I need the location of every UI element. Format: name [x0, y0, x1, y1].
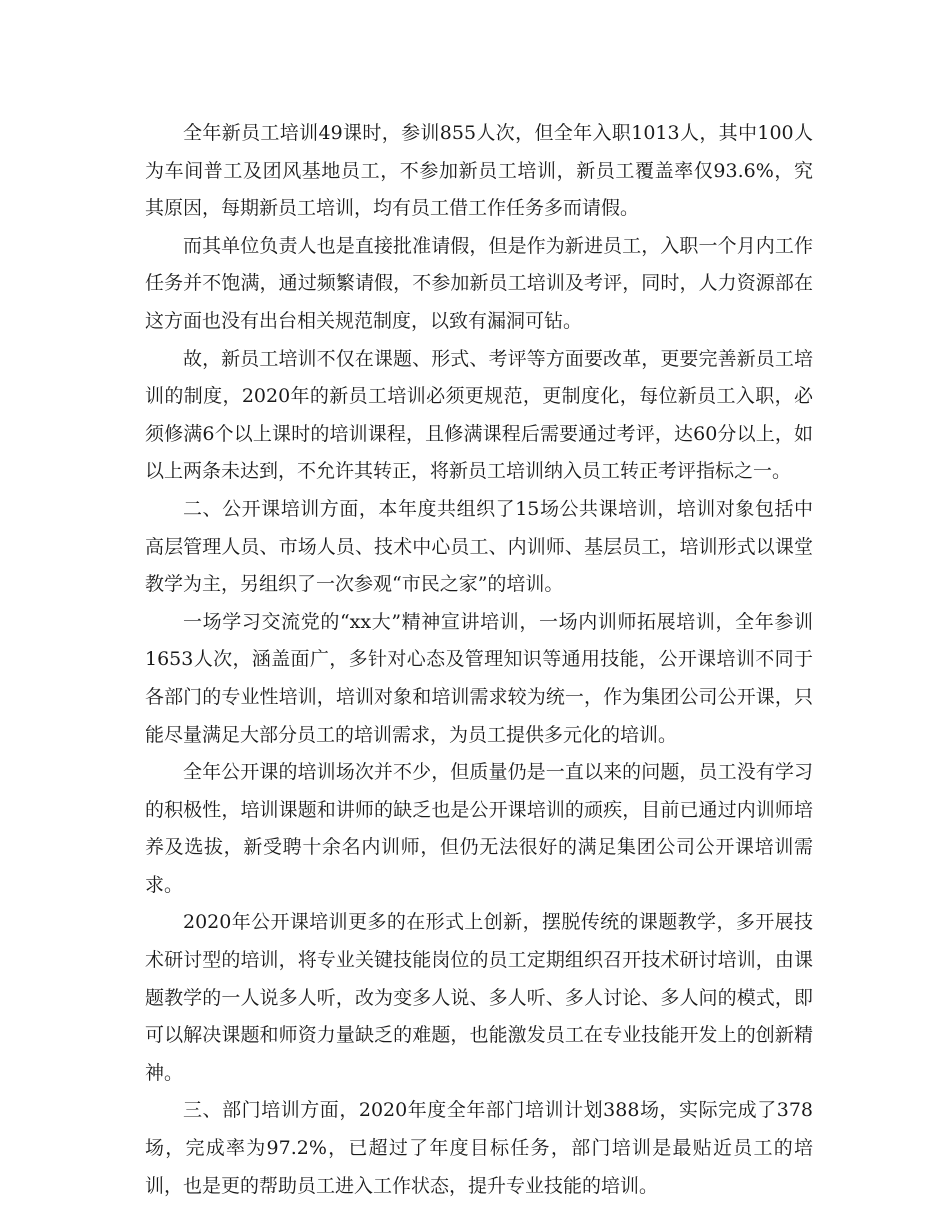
document-body	[145, 115, 813, 1205]
paragraph-new-employee-training: 全年新员工培训49课时，参训855人次，但全年入职1013人，其中100人为车间普工及团风基地员工，不参加新员工培训，新员工覆盖率仅93.6%，究其原因，每期新员工培训，均有员工借工作任务多而请假。	[145, 122, 813, 220]
paragraph-public-course-quality: 全年公开课的培训场次并不少，但质量仍是一直以来的问题，员工没有学习的积极性，培训课题和讲师的缺乏也是公开课培训的顽疾，目前已通过内训师培养及选拔，新受聘十余名内训师，但仍无法很好的满足集团公司公开课培训需求。	[145, 761, 813, 896]
paragraph-department-training: 三、部门培训方面，2020年度全年部门培训计划388场，实际完成了378场，完成率为97.2%，已超过了年度目标任务，部门培训是最贴近员工的培训，也是更的帮助员工进入工作状态，提升专业技能的培训。	[145, 1099, 813, 1197]
paragraph-training-reform: 故，新员工培训不仅在课题、形式、考评等方面要改革，更要完善新员工培训的制度，2020年的新员工培训必须更规范，更制度化，每位新员工入职，必须修满6个以上课时的培训课程，且修满课程后需要通过考评，达60分以上，如以上两条未达到，不允许其转正，将新员工培训纳入员工转正考评指标之一。	[145, 347, 813, 483]
paragraph-public-courses: 二、公开课培训方面，本年度共组织了15场公共课培训，培训对象包括中高层管理人员、市场人员、技术中心员工、内训师、基层员工，培训形式以课堂教学为主，另组织了一次参观“市民之家”的培训。	[145, 497, 813, 596]
paragraph-leave-approval: 而其单位负责人也是直接批准请假，但是作为新进员工，入职一个月内工作任务并不饱满，通过频繁请假，不参加新员工培训及考评，同时，人力资源部在这方面也没有出台相关规范制度，以致有漏洞可钻。	[145, 234, 813, 332]
paragraph-public-course-details: 一场学习交流党的“xx大”精神宣讲培训，一场内训师拓展培训，全年参训1653人次，涵盖面广，多针对心态及管理知识等通用技能，公开课培训不同于各部门的专业性培训，培训对象和培训需求较为统一，作为集团公司公开课，只能尽量满足大部分员工的培训需求，为员工提供多元化的培训。	[145, 610, 813, 746]
paragraph-public-course-innovation: 2020年公开课培训更多的在形式上创新，摆脱传统的课题教学，多开展技术研讨型的培训，将专业关键技能岗位的员工定期组织召开技术研讨培训，由课题教学的一人说多人听，改为变多人说、多人听、多人讨论、多人问的模式，即可以解决课题和师资力量缺乏的难题，也能激发员工在专业技能开发上的创新精神。	[145, 911, 813, 1084]
